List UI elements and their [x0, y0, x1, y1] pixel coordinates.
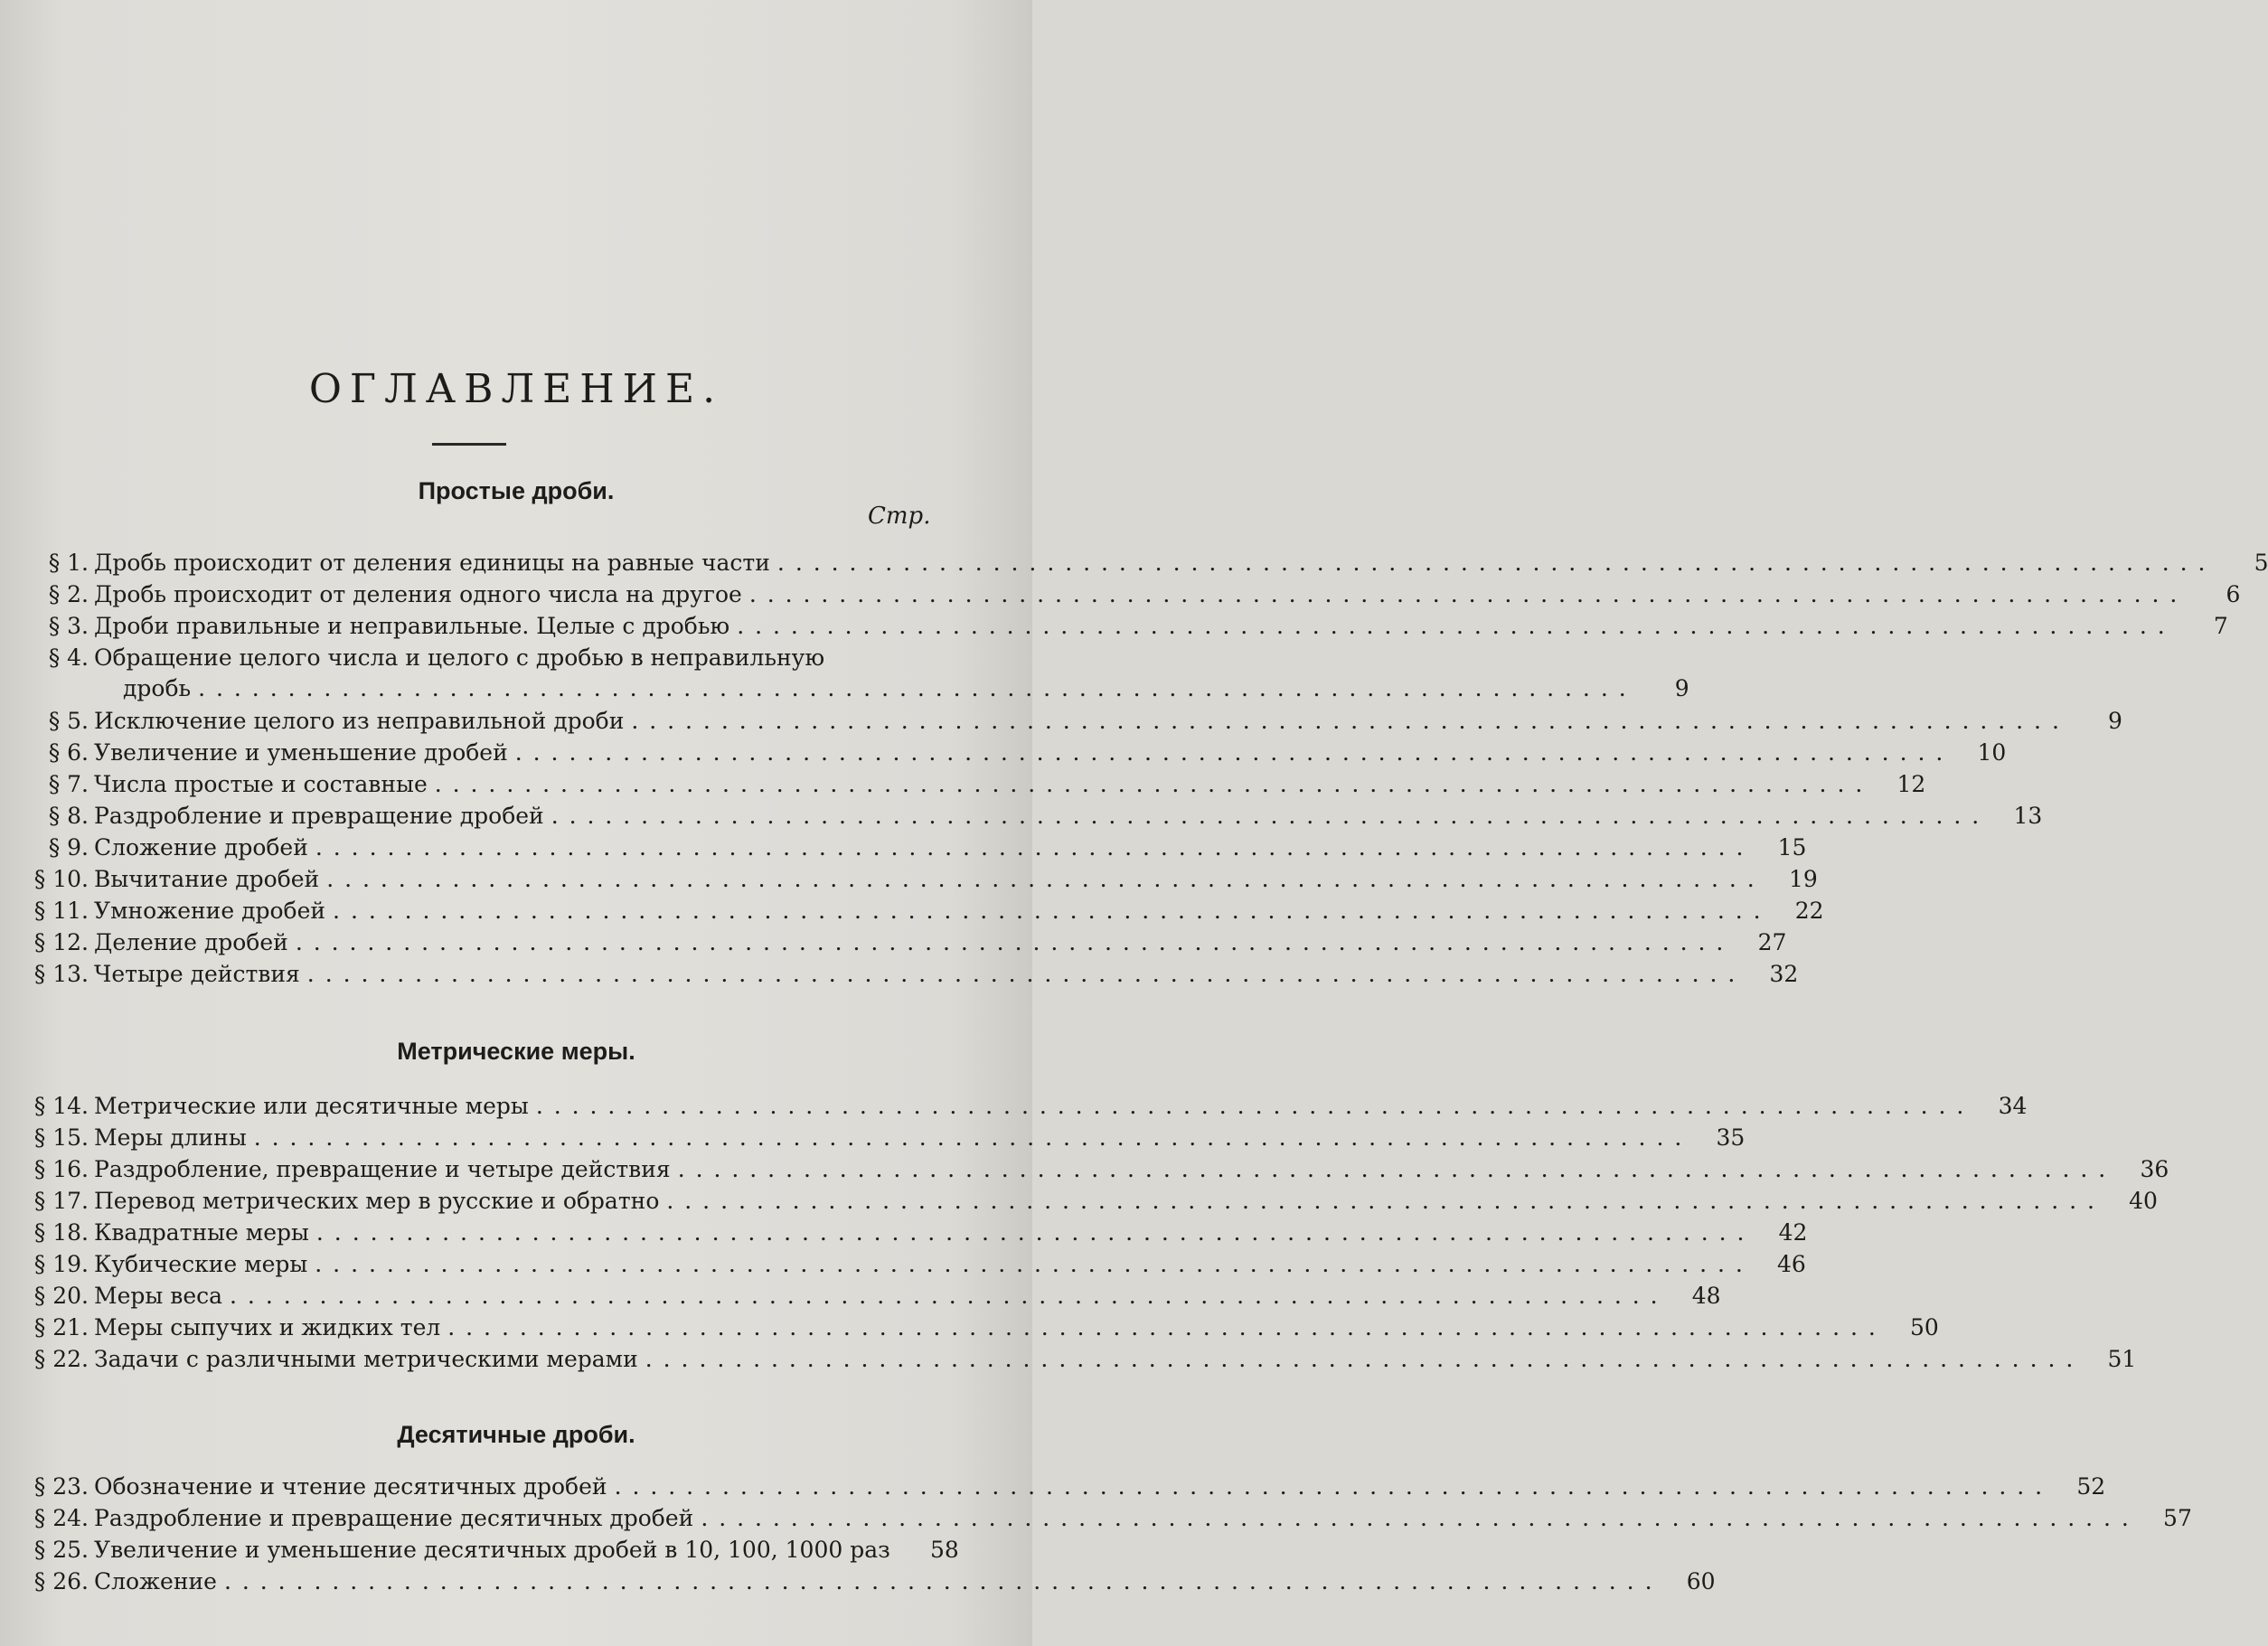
entry-title: Дроби правильные и неправильные. Целые с дробью	[94, 613, 730, 639]
entry-number: § 21.	[33, 1314, 89, 1340]
dot-leader: . . . . . . . . . . . . . . . . . . . . . . . . . . . . . . . . . . . . . . . . . . . . . . . . . . . . . . . . . . . . . . . . . . . . . . . . . . . . . . . .	[333, 898, 1763, 924]
toc-entry	[33, 1218, 1808, 1248]
entry-number: § 11.	[33, 898, 89, 924]
entry-page-number: 12	[1896, 771, 1926, 797]
page-column-header: Стр.	[868, 503, 931, 530]
entry-page-number: 6	[2226, 581, 2241, 607]
entry-page-number: 19	[1788, 866, 1818, 892]
entry-title: Меры веса	[94, 1283, 223, 1309]
toc-entry	[33, 706, 2122, 737]
entry-title: Сложение дробей	[94, 834, 308, 861]
dot-leader: . . . . . . . . . . . . . . . . . . . . . . . . . . . . . . . . . . . . . . . . . . . . . . . . . . . . . . . . . . . . . . . . . . . . . . . . . . . . . . . .	[631, 708, 2061, 734]
entry-title: Сложение	[94, 1568, 217, 1594]
dot-leader: . . . . . . . . . . . . . . . . . . . . . . . . . . . . . . . . . . . . . . . . . . . . . . . . . . . . . . . . . . . . . . . . . . . . . . . . . . . . . . . .	[614, 1473, 2045, 1500]
entry-title: Меры сыпучих и жидких тел	[94, 1314, 441, 1340]
dot-leader: . . . . . . . . . . . . . . . . . . . . . . . . . . . . . . . . . . . . . . . . . . . . . . . . . . . . . . . . . . . . . . . . . . . . . . . . . . . . . . . .	[666, 1188, 2096, 1214]
entry-number: § 14.	[33, 1093, 89, 1119]
toc-entry	[33, 1503, 2192, 1534]
toc-entry	[33, 1091, 2028, 1122]
dot-leader: . . . . . . . . . . . . . . . . . . . . . . . . . . . . . . . . . . . . . . . . . . . . . . . . . . . . . . . . . . . . . . . . . . . . . . . . . . . . . . . .	[223, 1568, 1654, 1594]
entry-title: Четыре действия	[94, 961, 300, 987]
dot-leader: . . . . . . . . . . . . . . . . . . . . . . . . . . . . . . . . . . . . . . . . . . . . . . . . . . . . . . . . . . . . . . . . . . . . . . . . . . . . . . . .	[295, 929, 1726, 955]
dot-leader: . . . . . . . . . . . . . . . . . . . . . . . . . . . . . . . . . . . . . . . . . . . . . . . . . . . . . . . . . . . . . . . . . . . . . . . . . . . . . . . .	[677, 1156, 2108, 1182]
entry-page-number: 52	[2076, 1473, 2106, 1500]
toc-entry	[33, 896, 1824, 926]
entry-page-number: 34	[1998, 1093, 2028, 1119]
entry-title: Умножение дробей	[94, 898, 326, 924]
entry-number: § 12.	[33, 929, 89, 955]
dot-leader: . . . . . . . . . . . . . . . . . . . . . . . . . . . . . . . . . . . . . . . . . . . . . . . . . . . . . . . . . . . . . . . . . . . . . . . . . . . . . . . .	[776, 550, 2207, 576]
toc-entry	[33, 832, 1807, 863]
entry-number: § 10.	[33, 866, 89, 892]
entry-title: Деление дробей	[94, 929, 288, 955]
entry-page-number: 40	[2129, 1188, 2158, 1214]
entry-title: Исключение целого из неправильной дроби	[94, 708, 625, 734]
toc-entry	[33, 611, 2228, 642]
entry-title-continued: дробь	[123, 675, 192, 701]
entry-page-number: 22	[1794, 898, 1824, 924]
toc-entry	[33, 1154, 2169, 1185]
entry-page-number: 58	[929, 1537, 959, 1563]
dot-leader: . . . . . . . . . . . . . . . . . . . . . . . . . . . . . . . . . . . . . . . . . . . . . . . . . . . . . . . . . . . . . . . . . . . . . . . . . . . . . . . .	[315, 1251, 1745, 1277]
entry-number: § 13.	[33, 961, 89, 987]
entry-number: § 22.	[33, 1346, 89, 1372]
entry-title: Задачи с различными метрическими мерами	[94, 1346, 638, 1372]
entry-title: Перевод метрических мер в русские и обратно	[94, 1188, 660, 1214]
toc-entry	[33, 579, 2241, 610]
entry-number: § 20.	[33, 1283, 89, 1309]
entry-number: § 17.	[33, 1188, 89, 1214]
entry-title: Раздробление и превращение дробей	[94, 803, 544, 829]
entry-title: Раздробление и превращение десятичных дробей	[94, 1505, 694, 1531]
entry-title: Числа простые и составные	[94, 771, 428, 797]
dot-leader: . . . . . . . . . . . . . . . . . . . . . . . . . . . . . . . . . . . . . . . . . . . . . . . . . . . . . . . . . . . . . . . . . . . . . . . . . . . . . . . .	[514, 739, 1945, 766]
entry-number: § 4.	[48, 644, 89, 671]
entry-page-number: 9	[2108, 708, 2122, 734]
toc-entry	[33, 864, 1818, 895]
entry-number: § 3.	[48, 613, 89, 639]
toc-entry	[33, 1186, 2158, 1217]
entry-number: § 18.	[33, 1219, 89, 1246]
entry-page-number: 60	[1686, 1568, 1716, 1594]
page-title: ОГЛАВЛЕНИЕ.	[308, 366, 724, 412]
entry-page-number: 51	[2107, 1346, 2137, 1372]
entry-number: § 24.	[33, 1505, 89, 1531]
dot-leader: . . . . . . . . . . . . . . . . . . . . . . . . . . . . . . . . . . . . . . . . . . . . . . . . . . . . . . . . . . . . . . . . . . . . . . . . . . . . . . . .	[748, 581, 2179, 607]
entry-page-number: 32	[1769, 961, 1799, 987]
section-heading-simple-fractions: Простые дроби.	[418, 477, 615, 504]
toc-entry	[33, 801, 2043, 832]
section-heading-decimal-fractions: Десятичные дроби.	[397, 1421, 635, 1448]
entry-number: § 26.	[33, 1568, 89, 1594]
entry-number: § 23.	[33, 1473, 89, 1500]
dot-leader: . . . . . . . . . . . . . . . . . . . . . . . . . . . . . . . . . . . . . . . . . . . . . . . . . . . . . . . . . . . . . . . . . . . . . . . . . . . . . . . .	[253, 1124, 1684, 1151]
entry-number: § 15.	[33, 1124, 89, 1151]
entry-page-number: 7	[2213, 613, 2228, 639]
entry-title: Кубические меры	[94, 1251, 308, 1277]
toc-entry	[33, 1344, 2137, 1375]
entry-number: § 19.	[33, 1251, 89, 1277]
entry-number: § 16.	[33, 1156, 89, 1182]
entry-title: Обращение целого числа и целого с дробью в неправильную	[94, 644, 825, 671]
entry-page-number: 50	[1910, 1314, 1939, 1340]
entry-page-number: 46	[1777, 1251, 1806, 1277]
dot-leader: . . . . . . . . . . . . . . . . . . . . . . . . . . . . . . . . . . . . . . . . . . . . . . . . . . . . . . . . . . . . . . . . . . . . . . . . . . . . . . . .	[198, 675, 1628, 701]
entry-title: Увеличение и уменьшение дробей	[94, 739, 508, 766]
entry-page-number: 5	[2254, 550, 2268, 576]
dot-leader: . . . . . . . . . . . . . . . . . . . . . . . . . . . . . . . . . . . . . . . . . . . . . . . . . . . . . . . . . . . . . . . . . . . . . . . . . . . . . . . .	[326, 866, 1756, 892]
dot-leader: . . . . . . . . . . . . . . . . . . . . . . . . . . . . . . . . . . . . . . . . . . . . . . . . . . . . . . . . . . . . . . . . . . . . . . . . . . . . . . . .	[230, 1283, 1660, 1309]
toc-entry	[33, 769, 1926, 800]
toc-entry	[33, 1249, 1806, 1280]
entry-number: § 7.	[48, 771, 89, 797]
entry-title: Метрические или десятичные меры	[94, 1093, 529, 1119]
entry-page-number: 36	[2140, 1156, 2169, 1182]
toc-entry	[33, 1312, 1939, 1343]
entry-page-number: 42	[1778, 1219, 1808, 1246]
entry-page-number: 10	[1977, 739, 2007, 766]
toc-entry	[33, 1123, 1746, 1153]
entry-number: § 8.	[48, 803, 89, 829]
entry-title: Дробь происходит от деления одного числа на другое	[94, 581, 742, 607]
entry-page-number: 35	[1716, 1124, 1746, 1151]
dot-leader: . . . . . . . . . . . . . . . . . . . . . . . . . . . . . . . . . . . . . . . . . . . . . . . . . . . . . . . . . . . . . . . . . . . . . . . . . . . . . . . .	[551, 803, 1981, 829]
section-heading-metric-measures: Метрические меры.	[397, 1038, 635, 1065]
entry-title: Обозначение и чтение десятичных дробей	[94, 1473, 607, 1500]
entry-title: Вычитание дробей	[94, 866, 320, 892]
toc-entry	[33, 1566, 1716, 1597]
toc-entry	[33, 738, 2007, 768]
dot-leader: . . . . . . . . . . . . . . . . . . . . . . . . . . . . . . . . . . . . . . . . . . . . . . . . . . . . . . . . . . . . . . . . . . . . . . . . . . . . . . . .	[701, 1505, 2131, 1531]
entry-title: Раздробление, превращение и четыре действия	[94, 1156, 671, 1182]
entry-number: § 2.	[48, 581, 89, 607]
dot-leader: . . . . . . . . . . . . . . . . . . . . . . . . . . . . . . . . . . . . . . . . . . . . . . . . . . . . . . . . . . . . . . . . . . . . . . . . . . . . . . . .	[447, 1314, 1877, 1340]
toc-entry	[33, 927, 1787, 958]
entry-number: § 1.	[48, 550, 89, 576]
entry-page-number: 9	[1674, 675, 1689, 701]
entry-page-number: 13	[2013, 803, 2043, 829]
entry-title: Дробь происходит от деления единицы на равные части	[94, 550, 770, 576]
dot-leader: . . . . . . . . . . . . . . . . . . . . . . . . . . . . . . . . . . . . . . . . . . . . . . . . . . . . . . . . . . . . . . . . . . . . . . . . . . . . . . . .	[535, 1093, 1966, 1119]
toc-entry	[33, 1535, 959, 1566]
entry-page-number: 27	[1757, 929, 1787, 955]
entry-title: Меры длины	[94, 1124, 247, 1151]
entry-page-number: 15	[1777, 834, 1807, 861]
entry-page-number: 48	[1691, 1283, 1721, 1309]
dot-leader: . . . . . . . . . . . . . . . . . . . . . . . . . . . . . . . . . . . . . . . . . . . . . . . . . . . . . . . . . . . . . . . . . . . . . . . . . . . . . . . .	[434, 771, 1865, 797]
entry-number: § 9.	[48, 834, 89, 861]
dot-leader: . . . . . . . . . . . . . . . . . . . . . . . . . . . . . . . . . . . . . . . . . . . . . . . . . . . . . . . . . . . . . . . . . . . . . . . . . . . . . . . .	[737, 613, 2167, 639]
toc-entry	[33, 548, 2268, 578]
dot-leader: . . . . . . . . . . . . . . . . . . . . . . . . . . . . . . . . . . . . . . . . . . . . . . . . . . . . . . . . . . . . . . . . . . . . . . . . . . . . . . . .	[645, 1346, 2075, 1372]
entry-page-number: 57	[2163, 1505, 2192, 1531]
dot-leader: . . . . . . . . . . . . . . . . . . . . . . . . . . . . . . . . . . . . . . . . . . . . . . . . . . . . . . . . . . . . . . . . . . . . . . . . . . . . . . . .	[306, 961, 1737, 987]
dot-leader: . . . . . . . . . . . . . . . . . . . . . . . . . . . . . . . . . . . . . . . . . . . . . . . . . . . . . . . . . . . . . . . . . . . . . . . . . . . . . . . .	[315, 1219, 1746, 1246]
dot-leader: . . . . . . . . . . . . . . . . . . . . . . . . . . . . . . . . . . . . . . . . . . . . . . . . . . . . . . . . . . . . . . . . . . . . . . . . . . . . . . . .	[315, 834, 1746, 861]
entry-title: Квадратные меры	[94, 1219, 309, 1246]
toc-entry	[33, 959, 1799, 990]
entry-title: Увеличение и уменьшение десятичных дробей в 10, 100, 1000 раз	[94, 1537, 890, 1563]
entry-number: § 25.	[33, 1537, 89, 1563]
toc-entry	[33, 1472, 2106, 1502]
entry-number: § 6.	[48, 739, 89, 766]
toc-entry	[33, 643, 1689, 704]
toc-entry	[33, 1281, 1721, 1312]
entry-number: § 5.	[48, 708, 89, 734]
